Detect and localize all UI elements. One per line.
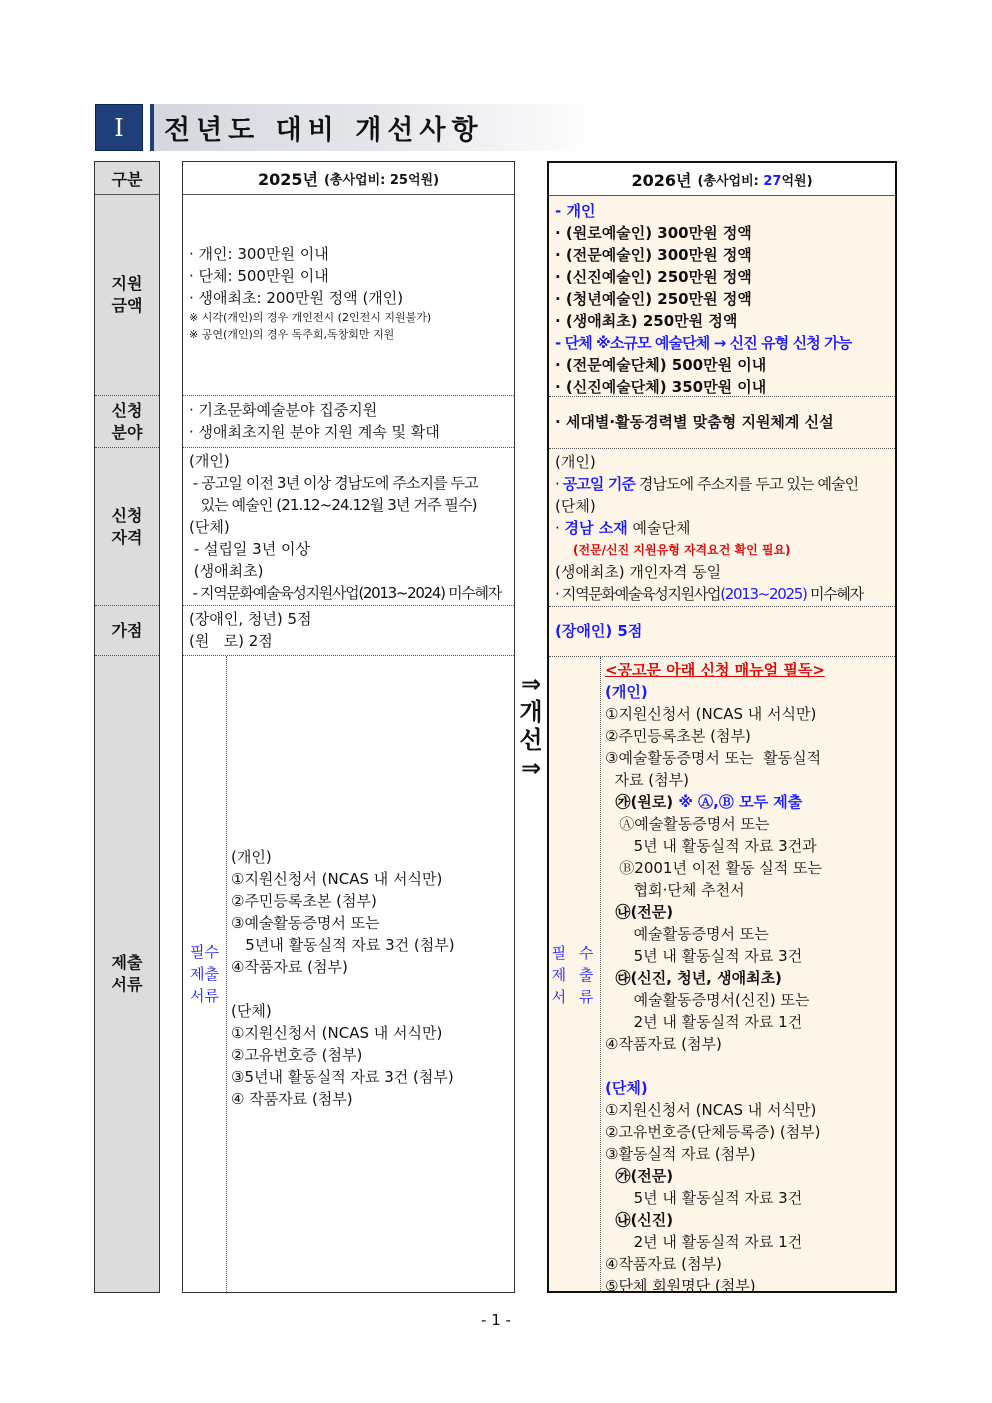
y2025-support-amount bbox=[183, 195, 514, 396]
y2026-qual-line: · 경남 소재 예술단체 bbox=[555, 519, 691, 537]
y2025-qualification bbox=[183, 448, 514, 606]
y2025-support-line: · 생애최초: 200만원 정액 (개인) bbox=[189, 289, 404, 307]
y2026-qual-line: · 지역문화예술육성지원사업(2013~2025) 미수혜자 bbox=[555, 585, 863, 603]
year-2026-column bbox=[547, 161, 897, 1293]
y2025-support-note: ※ 공연(개인)의 경우 독주회,독창회만 지원 bbox=[189, 328, 395, 341]
y2025-qual-line: - 공고일 이전 3년 이상 경남도에 주소지를 두고 bbox=[189, 474, 478, 492]
y2025-doc-line: ④ 작품자료 (첨부) bbox=[231, 1090, 353, 1108]
y2025-required-docs-label: 필수 제출 서류 bbox=[183, 656, 227, 1292]
y2026-doc-line: ①지원신청서 (NCAS 내 서식만) bbox=[605, 705, 817, 723]
y2026-doc-line: ㉮(원로) ※ Ⓐ,Ⓑ 모두 제출 bbox=[605, 793, 803, 811]
y2025-doc-line: ③예술활동증명서 또는 bbox=[231, 914, 380, 932]
y2026-doc-line: ㉮(전문) bbox=[605, 1167, 674, 1185]
y2026-doc-line: ①지원신청서 (NCAS 내 서식만) bbox=[605, 1101, 817, 1119]
y2026-doc-line: 예술활동증명서(신진) 또는 bbox=[605, 991, 810, 1009]
page-number: - 1 - bbox=[481, 1311, 511, 1329]
improvement-arrow bbox=[515, 670, 547, 782]
y2026-field-line: · 세대별·활동경력별 맞춤형 지원체계 신설 bbox=[555, 413, 834, 431]
y2025-doc-line: ②주민등록초본 (첨부) bbox=[231, 892, 377, 910]
arrow-right-icon: ⇒ bbox=[520, 754, 542, 782]
y2026-doc-line: 예술활동증명서 또는 bbox=[605, 925, 769, 943]
y2025-doc-line: ④작품자료 (첨부) bbox=[231, 958, 348, 976]
y2026-doc-heading: (개인) bbox=[605, 683, 648, 701]
y2025-doc-line: ②고유번호증 (첨부) bbox=[231, 1046, 363, 1064]
y2026-doc-line: ㉯(전문) bbox=[605, 903, 674, 921]
y2025-qual-line: (생애최초) bbox=[189, 562, 264, 580]
y2026-bonus-line: (장애인) 5점 bbox=[555, 622, 643, 640]
y2026-qual-line: (생애최초) 개인자격 동일 bbox=[555, 563, 722, 581]
y2025-doc-line: 5년내 활동실적 자료 3건 (첨부) bbox=[231, 936, 455, 954]
y2026-doc-manual-notice: <공고문 아래 신청 매뉴얼 필독> bbox=[605, 661, 825, 679]
y2026-support-line: · (생애최초) 250만원 정액 bbox=[555, 312, 738, 330]
y2025-bonus-line: (장애인, 청년) 5점 bbox=[189, 610, 312, 628]
year-2026-header: 2026년 (총사업비: 27억원) bbox=[549, 163, 895, 196]
y2026-documents bbox=[549, 657, 895, 1293]
y2025-qual-line: - 설립일 3년 이상 bbox=[189, 540, 310, 558]
y2026-support-line: · (전문예술인) 300만원 정액 bbox=[555, 246, 752, 264]
category-header: 구분 bbox=[95, 162, 159, 195]
y2026-doc-line: 협회·단체 추천서 bbox=[605, 881, 745, 899]
y2026-qual-line: · 공고일 기준 경남도에 주소지를 두고 있는 예술인 bbox=[555, 475, 859, 493]
y2025-doc-line: ①지원신청서 (NCAS 내 서식만) bbox=[231, 1024, 443, 1042]
arrow-label: 선 bbox=[519, 726, 543, 754]
label-application-field: 신청 분야 bbox=[95, 396, 159, 448]
y2026-qualification bbox=[549, 449, 895, 607]
arrow-right-icon: ⇒ bbox=[520, 670, 542, 698]
y2025-doc-line: (개인) bbox=[231, 848, 272, 866]
section-title: 전년도 대비 개선사항 bbox=[164, 115, 484, 146]
y2026-doc-line: 2년 내 활동실적 자료 1건 bbox=[605, 1013, 803, 1031]
y2026-qual-line: (단체) bbox=[555, 497, 596, 515]
y2025-doc-line: ③5년내 활동실적 자료 3건 (첨부) bbox=[231, 1068, 454, 1086]
y2026-support-line: · (청년예술인) 250만원 정액 bbox=[555, 290, 752, 308]
y2026-support-amount bbox=[549, 196, 895, 397]
label-support-amount: 지원 금액 bbox=[95, 195, 159, 396]
y2025-bonus bbox=[183, 606, 514, 656]
y2026-doc-line: ④작품자료 (첨부) bbox=[605, 1255, 722, 1273]
y2026-doc-line: Ⓐ예술활동증명서 또는 bbox=[605, 815, 770, 833]
y2026-application-field bbox=[549, 397, 895, 449]
y2026-doc-line: Ⓑ2001년 이전 활동 실적 또는 bbox=[605, 859, 822, 877]
label-qualification: 신청 자격 bbox=[95, 448, 159, 606]
label-documents: 제출 서류 bbox=[111, 953, 143, 994]
y2025-qual-line: (단체) bbox=[189, 518, 230, 536]
y2026-support-line: · (신진예술단체) 350만원 이내 bbox=[555, 378, 767, 396]
y2026-doc-line: ②고유번호증(단체등록증) (첨부) bbox=[605, 1123, 821, 1141]
y2026-doc-line: 2년 내 활동실적 자료 1건 bbox=[605, 1233, 803, 1251]
y2026-doc-line: 5년 내 활동실적 자료 3건 bbox=[605, 1189, 803, 1207]
y2025-doc-spacer bbox=[231, 978, 455, 1000]
y2026-doc-line: 5년 내 활동실적 자료 3건과 bbox=[605, 837, 817, 855]
y2026-doc-line: ㉯(신진) bbox=[605, 1211, 674, 1229]
y2025-documents bbox=[183, 656, 514, 1292]
y2026-doc-line: 5년 내 활동실적 자료 3건 bbox=[605, 947, 803, 965]
y2026-support-line: · (전문예술단체) 500만원 이내 bbox=[555, 356, 767, 374]
y2025-field-line: · 생애최초지원 분야 지원 계속 및 확대 bbox=[189, 423, 440, 441]
y2025-doc-line: (단체) bbox=[231, 1002, 272, 1020]
y2025-field-line: · 기초문화예술분야 집중지원 bbox=[189, 401, 378, 419]
y2026-doc-line: ㉰(신진, 청년, 생애최초) bbox=[605, 969, 782, 987]
y2025-support-line: · 단체: 500만원 이내 bbox=[189, 267, 329, 285]
y2026-doc-line: 자료 (첨부) bbox=[605, 771, 689, 789]
y2026-qual-line: (개인) bbox=[555, 453, 596, 471]
y2025-bonus-line: (원 로) 2점 bbox=[189, 632, 273, 650]
y2026-qual-note: (전문/신진 지원유형 자격요건 확인 필요) bbox=[573, 543, 791, 557]
y2026-support-line: · (원로예술인) 300만원 정액 bbox=[555, 224, 752, 242]
year-2025-header: 2025년 (총사업비: 25억원) bbox=[183, 162, 514, 195]
y2025-qual-line: - 지역문화예술육성지원사업(2013~2024) 미수혜자 bbox=[189, 584, 501, 602]
y2026-support-line: - 단체 ※소규모 예술단체 → 신진 유형 신청 가능 bbox=[555, 334, 852, 352]
y2025-doc-line: ①지원신청서 (NCAS 내 서식만) bbox=[231, 870, 443, 888]
y2026-doc-line: ②주민등록초본 (첨부) bbox=[605, 727, 751, 745]
category-label-column bbox=[94, 161, 160, 1293]
y2026-required-docs-label: 필 수 제 출 서 류 bbox=[549, 657, 601, 1293]
y2025-qual-line: 있는 예술인 (21.12~24.12월 3년 거주 필수) bbox=[189, 496, 477, 514]
y2026-doc-line: ③예술활동증명서 또는 활동실적 bbox=[605, 749, 822, 767]
year-2025-column bbox=[182, 161, 515, 1293]
y2025-support-note: ※ 시각(개인)의 경우 개인전시 (2인전시 지원불가) bbox=[189, 311, 432, 324]
label-bonus: 가점 bbox=[95, 606, 159, 656]
y2025-support-line: · 개인: 300만원 이내 bbox=[189, 245, 329, 263]
section-title-bar bbox=[150, 104, 602, 151]
y2026-doc-line: ⑤단체 회원명단 (첨부) bbox=[605, 1277, 756, 1295]
section-number-badge: I bbox=[95, 104, 143, 151]
y2025-qual-line: (개인) bbox=[189, 452, 230, 470]
y2026-bonus bbox=[549, 607, 895, 657]
y2026-doc-spacer bbox=[605, 1055, 825, 1077]
y2025-application-field bbox=[183, 396, 514, 448]
y2026-doc-heading: (단체) bbox=[605, 1079, 648, 1097]
y2026-support-line: - 개인 bbox=[555, 202, 596, 220]
y2026-doc-line: ④작품자료 (첨부) bbox=[605, 1035, 722, 1053]
y2026-support-line: · (신진예술인) 250만원 정액 bbox=[555, 268, 752, 286]
y2026-doc-line: ③활동실적 자료 (첨부) bbox=[605, 1145, 756, 1163]
arrow-label: 개 bbox=[519, 698, 543, 726]
